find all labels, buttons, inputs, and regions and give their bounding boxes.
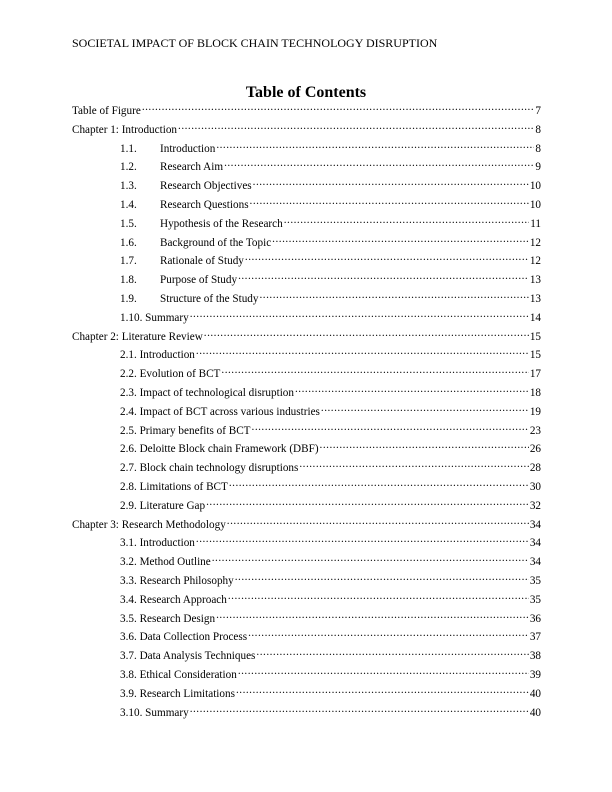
toc-dot-leader: [245, 252, 529, 264]
toc-entry-page-number: 32: [529, 499, 541, 512]
toc-entry[interactable]: [72, 516, 541, 535]
toc-dot-leader: [227, 516, 529, 528]
toc-entry-page-number: 17: [529, 368, 541, 381]
toc-entry-label: 2.7. Block chain technology disruptions: [120, 462, 299, 475]
toc-entry[interactable]: [72, 328, 541, 347]
toc-entry[interactable]: [72, 497, 541, 516]
toc-entry-page-number: 19: [529, 405, 541, 418]
toc-dot-leader: [320, 440, 529, 452]
toc-entry[interactable]: [72, 478, 541, 497]
toc-entry-label: Research Questions: [160, 198, 249, 211]
toc-entry-label: Research Objectives: [160, 180, 252, 193]
toc-entry-page-number: 12: [529, 236, 541, 249]
toc-entry[interactable]: [72, 252, 541, 271]
toc-entry-label: 2.1. Introduction: [120, 349, 195, 362]
toc-dot-leader: [224, 158, 534, 170]
toc-entry[interactable]: [72, 140, 541, 159]
toc-entry-label: Rationale of Study: [160, 255, 244, 268]
toc-entry-label: 3.9. Research Limitations: [120, 687, 235, 700]
toc-entry-page-number: 39: [529, 668, 541, 681]
toc-entry[interactable]: [72, 290, 541, 309]
toc-dot-leader: [256, 647, 528, 659]
toc-entry[interactable]: [72, 234, 541, 253]
toc-entry-number: 1.5.: [120, 217, 137, 230]
toc-entry-label: 2.6. Deloitte Block chain Framework (DBF): [120, 443, 319, 456]
toc-entry[interactable]: [72, 309, 541, 328]
toc-entry-page-number: 14: [529, 311, 541, 324]
toc-entry-number: 1.7.: [120, 255, 137, 268]
toc-entry-label: 3.6. Data Collection Process: [120, 631, 248, 644]
toc-entry[interactable]: [72, 271, 541, 290]
toc-entry[interactable]: [72, 685, 541, 704]
toc-entry-page-number: 10: [529, 180, 541, 193]
toc-entry-label: 2.3. Impact of technological disruption: [120, 386, 294, 399]
toc-entry-label: 2.9. Literature Gap: [120, 499, 206, 512]
toc-entry-page-number: 34: [529, 556, 541, 569]
toc-entry[interactable]: [72, 440, 541, 459]
toc-entry[interactable]: [72, 666, 541, 685]
toc-entry-label: 3.1. Introduction: [120, 537, 195, 550]
toc-entry-page-number: 15: [529, 349, 541, 362]
toc-dot-leader: [295, 384, 529, 396]
toc-entry-label: Introduction: [160, 142, 216, 155]
toc-dot-leader: [260, 290, 529, 302]
toc-dot-leader: [142, 102, 535, 114]
toc-dot-leader: [216, 140, 534, 152]
toc-entry-number: 1.3.: [120, 180, 137, 193]
toc-entry[interactable]: [72, 102, 541, 121]
toc-entry-label: Purpose of Study: [160, 274, 238, 287]
toc-entry-label: Table of Figure: [72, 105, 141, 117]
toc-entry[interactable]: [72, 365, 541, 384]
toc-dot-leader: [235, 572, 529, 584]
toc-entry-number: 1.9.: [120, 292, 137, 305]
toc-entry-page-number: 7: [535, 105, 541, 117]
toc-entry-page-number: 10: [529, 198, 541, 211]
toc-dot-leader: [253, 177, 529, 189]
toc-entry[interactable]: [72, 591, 541, 610]
toc-entry-page-number: 23: [529, 424, 541, 437]
toc-dot-leader: [321, 403, 529, 415]
toc-entry-label: Chapter 2: Literature Review: [72, 330, 203, 343]
toc-entry-page-number: 38: [529, 650, 541, 663]
toc-dot-leader: [248, 628, 529, 640]
toc-entry-page-number: 40: [529, 687, 541, 700]
toc-dot-leader: [229, 478, 529, 490]
toc-entry-page-number: 34: [529, 518, 541, 531]
toc-entry[interactable]: [72, 196, 541, 215]
toc-dot-leader: [238, 271, 529, 283]
toc-entry[interactable]: [72, 534, 541, 553]
toc-entry-page-number: 8: [535, 123, 541, 136]
toc-dot-leader: [238, 666, 529, 678]
toc-entry[interactable]: [72, 459, 541, 478]
toc-entry-label: 2.8. Limitations of BCT: [120, 480, 228, 493]
toc-entry-page-number: 37: [529, 631, 541, 644]
toc-dot-leader: [252, 422, 529, 434]
toc-entry-label: 2.2. Evolution of BCT: [120, 368, 221, 381]
toc-entry-label: 3.4. Research Approach: [120, 593, 227, 606]
toc-entry[interactable]: [72, 422, 541, 441]
toc-entry-number: 1.2.: [120, 161, 137, 174]
toc-entry-label: 3.2. Method Outline: [120, 556, 211, 569]
toc-dot-leader: [212, 553, 529, 565]
toc-dot-leader: [196, 534, 529, 546]
toc-entry[interactable]: [72, 215, 541, 234]
toc-entry-number: 1.8.: [120, 274, 137, 287]
table-of-contents: [72, 102, 541, 722]
toc-entry-label: 3.5. Research Design: [120, 612, 216, 625]
toc-entry-label: 2.5. Primary benefits of BCT: [120, 424, 251, 437]
toc-entry-label: Chapter 3: Research Methodology: [72, 518, 226, 531]
toc-entry-label: Structure of the Study: [160, 292, 259, 305]
toc-entry-number: 1.6.: [120, 236, 137, 249]
toc-entry-page-number: 40: [529, 706, 541, 719]
toc-entry-page-number: 15: [529, 330, 541, 343]
toc-dot-leader: [178, 121, 534, 133]
toc-entry[interactable]: [72, 403, 541, 422]
toc-dot-leader: [190, 704, 529, 716]
toc-dot-leader: [250, 196, 529, 208]
toc-entry[interactable]: [72, 158, 541, 177]
toc-dot-leader: [284, 215, 530, 227]
running-head: SOCIETAL IMPACT OF BLOCK CHAIN TECHNOLOGY DISRUPTION: [72, 36, 438, 50]
toc-dot-leader: [190, 309, 529, 321]
toc-entry-label: Hypothesis of the Research: [160, 217, 283, 230]
toc-dot-leader: [206, 497, 529, 509]
toc-entry-page-number: 13: [529, 274, 541, 287]
toc-entry[interactable]: [72, 610, 541, 629]
toc-entry[interactable]: [72, 553, 541, 572]
toc-dot-leader: [216, 610, 529, 622]
toc-entry-number: 1.1.: [120, 142, 137, 155]
toc-dot-leader: [236, 685, 529, 697]
toc-entry-page-number: 36: [529, 612, 541, 625]
toc-entry-label: 3.7. Data Analysis Techniques: [120, 650, 256, 663]
toc-entry-label: 3.8. Ethical Consideration: [120, 668, 237, 681]
toc-entry-page-number: 30: [529, 480, 541, 493]
toc-dot-leader: [228, 591, 529, 603]
toc-entry-label: Background of the Topic: [160, 236, 272, 249]
toc-entry[interactable]: [72, 647, 541, 666]
toc-entry-page-number: 28: [529, 462, 541, 475]
toc-entry[interactable]: [72, 346, 541, 365]
toc-entry-page-number: 34: [529, 537, 541, 550]
toc-entry-page-number: 9: [535, 161, 541, 174]
toc-entry[interactable]: [72, 704, 541, 723]
toc-entry-number: 1.4.: [120, 198, 137, 211]
toc-dot-leader: [221, 365, 528, 377]
toc-entry[interactable]: [72, 121, 541, 140]
toc-entry-label: 3.3. Research Philosophy: [120, 574, 234, 587]
toc-entry[interactable]: [72, 384, 541, 403]
toc-entry-page-number: 8: [535, 142, 541, 155]
toc-entry[interactable]: [72, 177, 541, 196]
toc-dot-leader: [272, 234, 529, 246]
toc-entry-page-number: 26: [529, 443, 541, 456]
toc-entry-page-number: 35: [529, 593, 541, 606]
toc-entry-label: 3.10. Summary: [120, 706, 189, 719]
toc-entry-page-number: 12: [529, 255, 541, 268]
toc-entry-page-number: 13: [529, 292, 541, 305]
toc-entry-label: 2.4. Impact of BCT across various industries: [120, 405, 320, 418]
toc-entry[interactable]: [72, 572, 541, 591]
toc-entry-page-number: 11: [530, 217, 541, 230]
toc-entry-page-number: 35: [529, 574, 541, 587]
toc-entry-label: Research Aim: [160, 161, 224, 174]
toc-dot-leader: [204, 328, 529, 340]
toc-entry-label: 1.10. Summary: [120, 311, 189, 324]
toc-dot-leader: [196, 346, 529, 358]
toc-title: Table of Contents: [245, 84, 367, 101]
toc-entry-page-number: 18: [529, 386, 541, 399]
toc-entry-label: Chapter 1: Introduction: [72, 123, 178, 136]
toc-dot-leader: [299, 459, 528, 471]
toc-entry[interactable]: [72, 628, 541, 647]
